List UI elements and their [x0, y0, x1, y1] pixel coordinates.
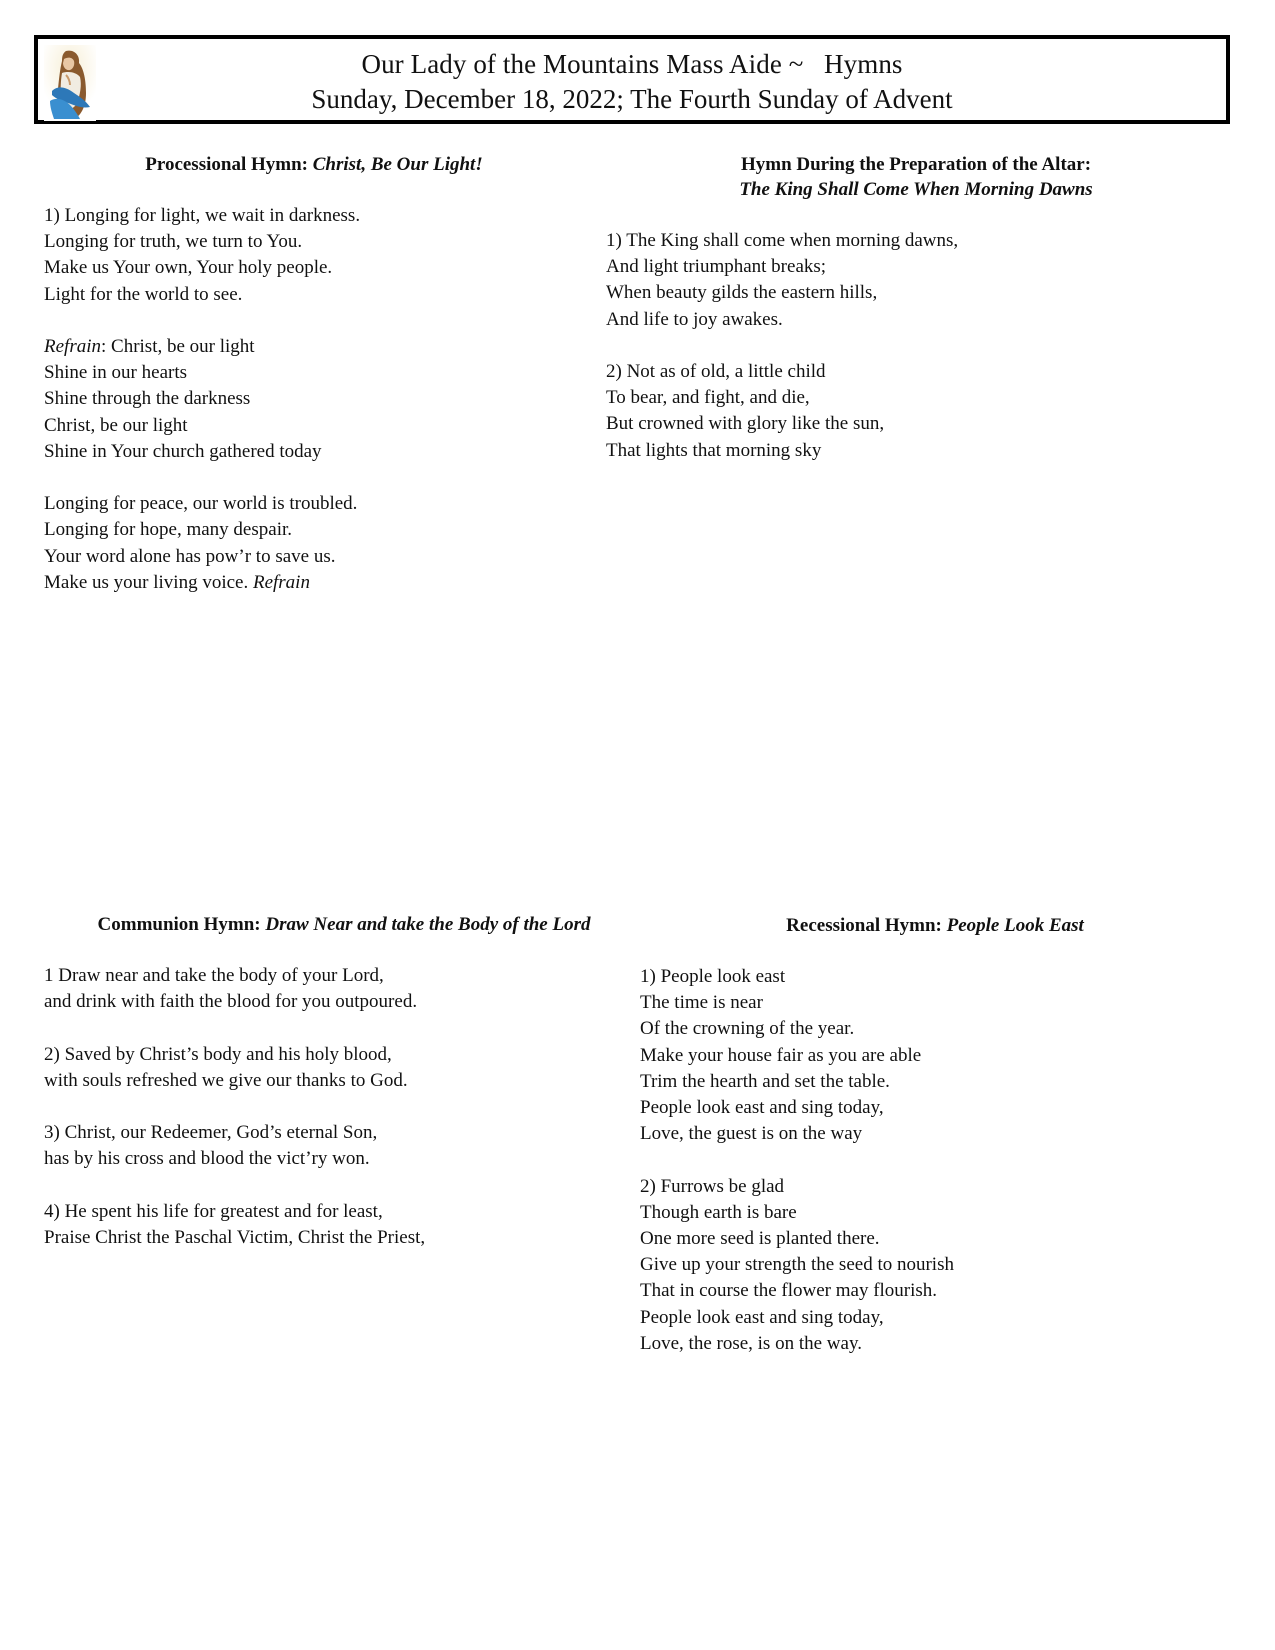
refrain-label: Refrain [44, 336, 101, 357]
lyric-line: Of the crowning of the year. [640, 1018, 855, 1040]
stanza [640, 1174, 1230, 1357]
lyric-line: Christ, be our light [44, 414, 188, 436]
lyric-line: 1 Draw near and take the body of your Lord, [44, 965, 384, 986]
lyric-line: Trim the hearth and set the table. [640, 1070, 890, 1092]
processional-hymn-section [44, 152, 584, 596]
document-title: Our Lady of the Mountains Mass Aide ~ Hymns [361, 49, 903, 79]
recessional-hymn-label: Recessional Hymn: [786, 915, 947, 936]
refrain-cue: Refrain [252, 571, 310, 593]
lyric-line: 1) Longing for light, we wait in darkness. [44, 205, 361, 226]
lyric-line: And life to joy awakes. [606, 308, 783, 330]
refrain-first-line: : Christ, be our light [101, 336, 255, 357]
lyric-line: 1) The King shall come when morning dawns, [606, 230, 959, 251]
processional-hymn-lyrics [44, 203, 584, 596]
communion-hymn-lyrics [44, 963, 644, 1251]
lyric-line: Though earth is bare [640, 1201, 797, 1223]
stanza [44, 491, 584, 596]
lyric-line: Shine through the darkness [44, 388, 251, 410]
stanza [44, 1199, 644, 1251]
document-date: Sunday, December 18, 2022; The Fourth Sunday of Advent [311, 84, 953, 114]
lyric-line [44, 334, 584, 360]
lyric-line: 1) People look east [640, 966, 786, 987]
lyric-line: Praise Christ the Paschal Victim, Christ the Priest, [44, 1226, 426, 1248]
lyric-line: Love, the guest is on the way [640, 1123, 863, 1145]
communion-hymn-title: Draw Near and take the Body of the Lord [265, 914, 591, 935]
lyric-line: Longing for peace, our world is troubled. [44, 493, 358, 515]
preparation-hymn-heading [606, 152, 1226, 202]
lyric-line: Love, the rose, is on the way. [640, 1332, 862, 1354]
lyric-line: 2) Furrows be glad [640, 1175, 785, 1197]
communion-hymn-label: Communion Hymn: [97, 914, 266, 935]
lyric-line: Give up your strength the seed to nourish [640, 1254, 954, 1276]
lyric-line: That lights that morning sky [606, 439, 822, 461]
recessional-hymn-section [640, 913, 1230, 1357]
refrain-stanza [44, 334, 584, 465]
recessional-hymn-title: People Look East [946, 915, 1084, 936]
stanza [606, 359, 1226, 464]
lyric-line: with souls refreshed we give our thanks to God. [44, 1069, 408, 1091]
lyric-line: 3) Christ, our Redeemer, God’s eternal Son, [44, 1122, 378, 1144]
lyric-line: Light for the world to see. [44, 283, 243, 305]
lyric-line: Make us Your own, Your holy people. [44, 257, 333, 279]
lyric-line: One more seed is planted there. [640, 1228, 880, 1250]
stanza [640, 964, 1230, 1147]
preparation-hymn-label: Hymn During the Preparation of the Altar: [740, 154, 1092, 175]
lyric-line: has by his cross and blood the vict’ry won. [44, 1148, 370, 1170]
preparation-hymn-section [606, 152, 1226, 464]
lyric-line: When beauty gilds the eastern hills, [606, 282, 878, 304]
processional-hymn-label: Processional Hymn: [145, 154, 313, 175]
lyric-line: But crowned with glory like the sun, [606, 413, 885, 435]
lyric-line: People look east and sing today, [640, 1306, 884, 1328]
lyric-line: and drink with faith the blood for you outpoured. [44, 991, 418, 1013]
communion-hymn-section [44, 912, 644, 1251]
lyric-line [44, 570, 584, 596]
communion-hymn-heading [44, 912, 644, 937]
processional-hymn-title: Christ, Be Our Light! [312, 154, 483, 175]
recessional-hymn-heading [640, 913, 1230, 938]
lyric-line: 2) Not as of old, a little child [606, 361, 826, 382]
stanza [44, 203, 584, 308]
stanza [606, 228, 1226, 333]
preparation-hymn-title: The King Shall Come When Morning Dawns [739, 179, 1093, 200]
lyric-text: Make us your living voice. [44, 571, 253, 593]
lyric-line: The time is near [640, 992, 763, 1014]
recessional-hymn-lyrics [640, 964, 1230, 1357]
lyric-line: People look east and sing today, [640, 1097, 884, 1119]
preparation-hymn-lyrics [606, 228, 1226, 464]
lyric-line: And light triumphant breaks; [606, 256, 827, 278]
lyric-line: Longing for truth, we turn to You. [44, 231, 303, 253]
header-banner [34, 35, 1230, 124]
lyric-line: Longing for hope, many despair. [44, 519, 293, 541]
stanza [44, 1120, 644, 1172]
lyric-line: 2) Saved by Christ’s body and his holy blood, [44, 1043, 392, 1065]
lyric-line: Your word alone has pow’r to save us. [44, 545, 336, 567]
stanza [44, 1042, 644, 1094]
lyric-line: Shine in our hearts [44, 362, 188, 384]
lyric-line: To bear, and fight, and die, [606, 387, 810, 409]
processional-hymn-heading [44, 152, 584, 177]
lyric-line: Make your house fair as you are able [640, 1044, 922, 1066]
stanza [44, 963, 644, 1015]
lyric-line: That in course the flower may flourish. [640, 1280, 938, 1302]
lyric-line: Shine in Your church gathered today [44, 440, 322, 462]
lyric-line: 4) He spent his life for greatest and for least, [44, 1200, 383, 1222]
